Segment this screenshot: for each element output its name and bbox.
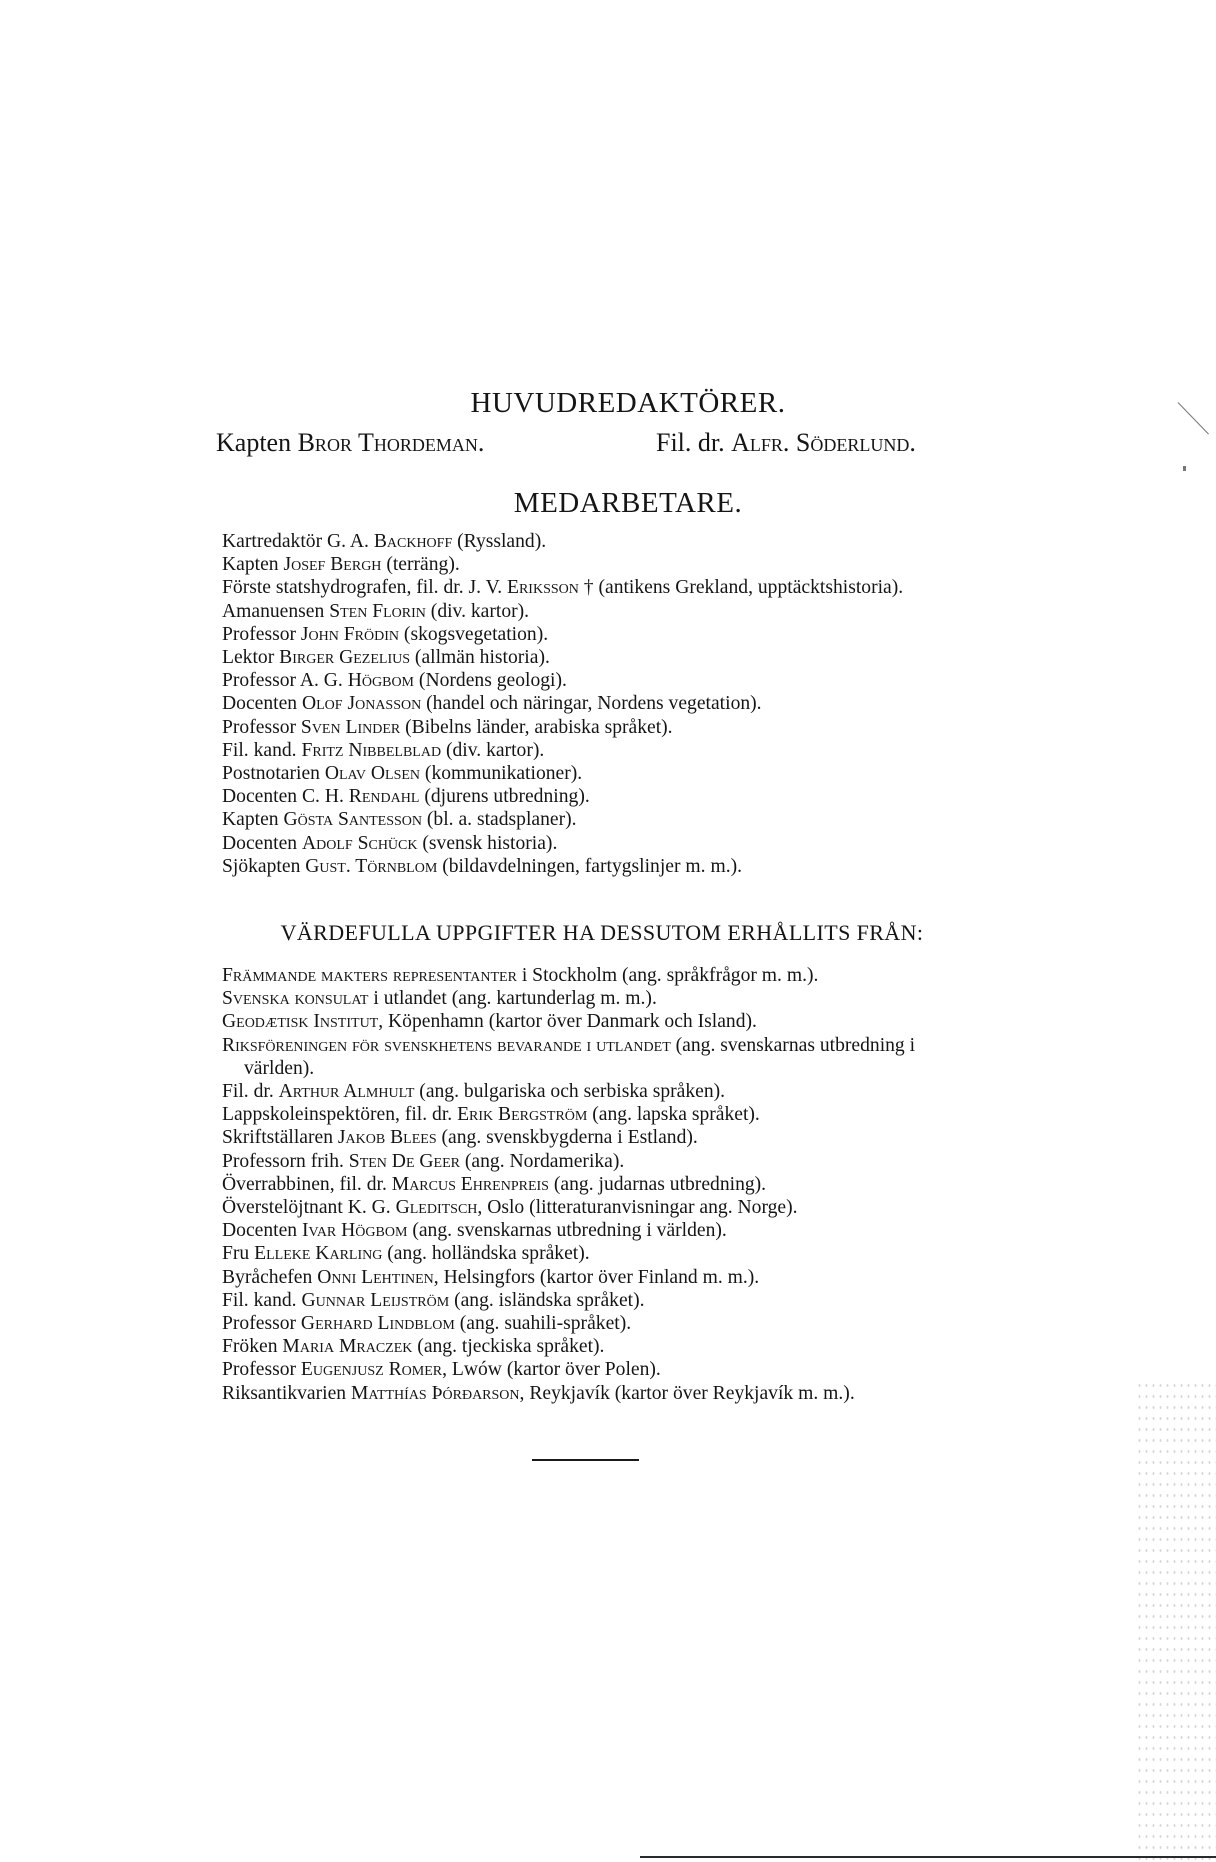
contributor-entry-suffix: (svensk historia).: [417, 832, 558, 854]
contributor-entry-prefix: Docenten: [222, 693, 302, 715]
source-entry-suffix: (ang. judarnas utbredning).: [548, 1173, 767, 1195]
source-entry-name: Jakob Blees: [337, 1127, 437, 1149]
contributor-entry-prefix: Fil. kand.: [222, 739, 302, 761]
source-entry: [222, 1103, 982, 1126]
contributor-entry: [222, 716, 982, 739]
contributor-entry-prefix: Kartredaktör G. A.: [222, 531, 374, 552]
source-entry-name: Matthías Þórðarson: [350, 1382, 520, 1404]
contributor-entry-suffix: (handel och näringar, Nordens vegetation).: [421, 693, 762, 715]
contributor-entry-prefix: Sjökapten: [222, 855, 306, 877]
contributor-entry-suffix: (skogsvegetation).: [399, 623, 549, 645]
contributor-entry-name: Högbom: [347, 670, 415, 692]
source-entry: [222, 1289, 982, 1312]
source-entry-suffix: (ang. svenskbygderna i Estland).: [436, 1127, 698, 1149]
contributor-entry-prefix: Postnotarien: [222, 763, 325, 785]
contributor-entry: [222, 576, 982, 599]
contributor-entry: [222, 762, 982, 785]
source-entry: [222, 1335, 982, 1358]
source-entry: [222, 1266, 982, 1289]
section-divider: [532, 1459, 639, 1461]
source-entry: [222, 1219, 982, 1242]
source-entry-prefix: Fil. dr.: [222, 1081, 279, 1103]
contributor-entry-prefix: Förste statshydrografen, fil. dr. J. V.: [222, 577, 507, 599]
source-entry-suffix: , Helsingfors (kartor över Finland m. m.).: [433, 1266, 760, 1288]
source-entry-prefix: Fru: [222, 1243, 255, 1265]
editor-right-suffix: .: [909, 428, 916, 457]
source-entry-name: Geodætisk Institut: [222, 1011, 379, 1033]
scan-edge-noise: [1136, 1380, 1216, 1860]
source-entry-prefix: Professor: [222, 1313, 301, 1335]
source-entry-name: Elleke Karling: [254, 1243, 383, 1265]
editor-right-prefix: Fil. dr.: [656, 428, 732, 457]
contributor-entry-prefix: Professor A. G.: [222, 670, 348, 692]
source-entry-name: Marcus Ehrenpreis: [391, 1173, 549, 1195]
source-entry-suffix: i utlandet (ang. kartunderlag m. m.).: [368, 988, 657, 1010]
editor-right-name: Alfr. Söderlund: [731, 428, 910, 457]
source-entry-suffix: i Stockholm (ang. språkfrågor m. m.).: [516, 965, 819, 986]
contributor-entry-suffix: (kommunikationer).: [420, 763, 583, 785]
contributor-entry-prefix: Docenten: [222, 832, 302, 854]
contributor-entry-name: Olav Olsen: [324, 763, 421, 785]
source-entry-prefix: Professor: [222, 1359, 301, 1381]
source-entry: [222, 1150, 982, 1173]
contributor-entry-suffix: (bl. a. stadsplaner).: [422, 809, 577, 831]
source-entry-suffix: (ang. holländska språket).: [382, 1243, 590, 1265]
source-entry-prefix: Överstelöjtnant K. G.: [222, 1197, 396, 1219]
contributor-entry-suffix: (djurens utbredning).: [419, 786, 590, 808]
source-entry: [222, 1126, 982, 1149]
editor-left-suffix: .: [477, 428, 485, 457]
heading-main-editors: HUVUDREDAKTÖRER.: [470, 387, 786, 419]
source-entry: [222, 1173, 982, 1196]
source-entry-name: Arthur Almhult: [278, 1081, 415, 1103]
contributor-entry: [222, 646, 982, 669]
source-entry-prefix: Lappskoleinspektören, fil. dr.: [222, 1104, 458, 1126]
source-entry-suffix: , Köpenhamn (kartor över Danmark och Island).: [378, 1011, 757, 1033]
source-entry: [222, 1242, 982, 1265]
source-entry-suffix: (ang. Nordamerika).: [460, 1150, 625, 1172]
source-entry-suffix: , Oslo (litteraturanvisningar ang. Norge).: [477, 1197, 798, 1219]
source-entry: [222, 1312, 982, 1335]
contributor-entry-suffix: (Nordens geologi).: [414, 670, 567, 692]
contributor-entry: [222, 553, 982, 576]
source-entry: [222, 1382, 982, 1405]
source-entry: [222, 987, 982, 1010]
source-entry-prefix: Överrabbinen, fil. dr.: [222, 1173, 392, 1195]
source-entry-name: Eugenjusz Romer: [300, 1359, 443, 1381]
contributor-entry-prefix: Amanuensen: [222, 600, 330, 622]
source-entry-suffix: (ang. svenskarnas utbredning i världen).: [407, 1220, 727, 1242]
scan-bottom-edge: [640, 1856, 1216, 1858]
source-entry-name: Gleditsch: [395, 1197, 478, 1219]
contributor-entry-name: Backhoff: [373, 531, 453, 552]
contributor-entry-name: Rendahl: [348, 786, 420, 808]
heading-contributors: MEDARBETARE.: [513, 487, 743, 519]
source-entry: [222, 1010, 982, 1033]
source-entry-prefix: Professorn frih.: [222, 1150, 349, 1172]
source-entry-suffix: , Reykjavík (kartor över Reykjavík m. m.).: [519, 1382, 855, 1404]
contributor-entry: [222, 739, 982, 762]
source-entry-suffix: , Lwów (kartor över Polen).: [442, 1359, 661, 1381]
contributor-entry-name: Josef Bergh: [283, 554, 382, 576]
contributor-entry-name: John Frödin: [300, 623, 400, 645]
contributor-entry-prefix: Docenten C. H.: [222, 786, 349, 808]
contributor-entry-suffix: (div. kartor).: [441, 739, 545, 761]
heading-additional-sources: VÄRDEFULLA UPPGIFTER HA DESSUTOM ERHÅLLITS FRÅN:: [280, 920, 924, 945]
contributor-entry: [222, 832, 982, 855]
source-entry-prefix: Byråchefen: [222, 1266, 318, 1288]
source-entry-name: Erik Bergström: [457, 1104, 588, 1126]
contributors-list: [222, 530, 982, 878]
editor-right: [656, 428, 916, 458]
contributor-entry-name: Sven Linder: [300, 716, 401, 738]
editor-left-name: Bror Thordeman: [297, 428, 478, 457]
source-entry-suffix: (ang. lapska språket).: [587, 1104, 760, 1126]
contributor-entry-prefix: Kapten: [222, 554, 284, 576]
contributor-entry: [222, 692, 982, 715]
source-entry: [222, 1358, 982, 1381]
source-entry-suffix: (ang. svenskarnas utbredning i världen).: [244, 1034, 916, 1079]
contributor-entry-suffix: (Bibelns länder, arabiska språket).: [400, 716, 673, 738]
source-entry: [222, 964, 982, 987]
source-entry-name: Gunnar Leijström: [301, 1289, 450, 1311]
source-entry-prefix: Riksantikvarien: [222, 1382, 351, 1404]
source-entry-prefix: Fröken: [222, 1336, 283, 1358]
source-entry: [222, 1034, 982, 1080]
contributor-entry-prefix: Kapten: [222, 809, 284, 831]
source-entry-suffix: (ang. suahili-språket).: [454, 1313, 632, 1335]
editor-left-prefix: Kapten: [216, 428, 298, 457]
sources-list: [222, 964, 982, 1405]
source-entry: [222, 1196, 982, 1219]
contributor-entry: [222, 785, 982, 808]
contributor-entry-name: Eriksson: [507, 577, 579, 599]
contributor-entry-prefix: Lektor: [222, 647, 280, 669]
contributor-entry-suffix: (Ryssland).: [452, 531, 547, 552]
source-entry-prefix: Skriftställaren: [222, 1127, 338, 1149]
contributor-entry-name: Gust. Törnblom: [305, 855, 438, 877]
source-entry-name: Ivar Högbom: [301, 1220, 408, 1242]
contributor-entry-suffix: (terräng).: [381, 554, 460, 576]
contributor-entry-prefix: Professor: [222, 716, 301, 738]
contributor-entry: [222, 808, 982, 831]
contributor-entry: [222, 623, 982, 646]
contributor-entry-suffix: (bildavdelningen, fartygslinjer m. m.).: [437, 855, 743, 877]
contributor-entry-name: Fritz Nibbelblad: [301, 739, 442, 761]
source-entry-prefix: Fil. kand.: [222, 1289, 302, 1311]
contributor-entry-suffix: (div. kartor).: [425, 600, 530, 622]
contributor-entry-name: Olof Jonasson: [301, 693, 422, 715]
contributor-entry: [222, 600, 982, 623]
contributor-entry: [222, 855, 982, 878]
contributor-entry: [222, 669, 982, 692]
source-entry-name: Gerhard Lindblom: [300, 1313, 455, 1335]
source-entry-name: Maria Mraczek: [282, 1336, 413, 1358]
source-entry: [222, 1080, 982, 1103]
contributor-entry-name: Gösta Santesson: [283, 809, 422, 831]
contributor-entry-suffix: † (antikens Grekland, upptäcktshistoria).: [578, 577, 904, 599]
source-entry-suffix: (ang. bulgariska och serbiska språken).: [414, 1081, 726, 1103]
contributor-entry: [222, 530, 982, 553]
source-entry-name: Svenska konsulat: [222, 988, 369, 1010]
contributor-entry-prefix: Professor: [222, 623, 301, 645]
source-entry-name: Främmande makters representanter: [222, 965, 517, 986]
contributor-entry-name: Birger Gezelius: [279, 647, 411, 669]
contributor-entry-suffix: (allmän historia).: [410, 647, 550, 669]
margin-scan-speck: [1183, 466, 1186, 471]
source-entry-prefix: Docenten: [222, 1220, 302, 1242]
source-entry-suffix: (ang. isländska språket).: [449, 1289, 645, 1311]
contributor-entry-name: Sten Florin: [329, 600, 426, 622]
source-entry-name: Onni Lehtinen: [317, 1266, 434, 1288]
source-entry-suffix: (ang. tjeckiska språket).: [412, 1336, 605, 1358]
editor-left: [216, 428, 484, 458]
source-entry-name: Riksföreningen för svenskhetens bevarande i utlandet: [222, 1034, 671, 1056]
source-entry-name: Sten De Geer: [348, 1150, 460, 1172]
contributor-entry-name: Adolf Schück: [301, 832, 418, 854]
